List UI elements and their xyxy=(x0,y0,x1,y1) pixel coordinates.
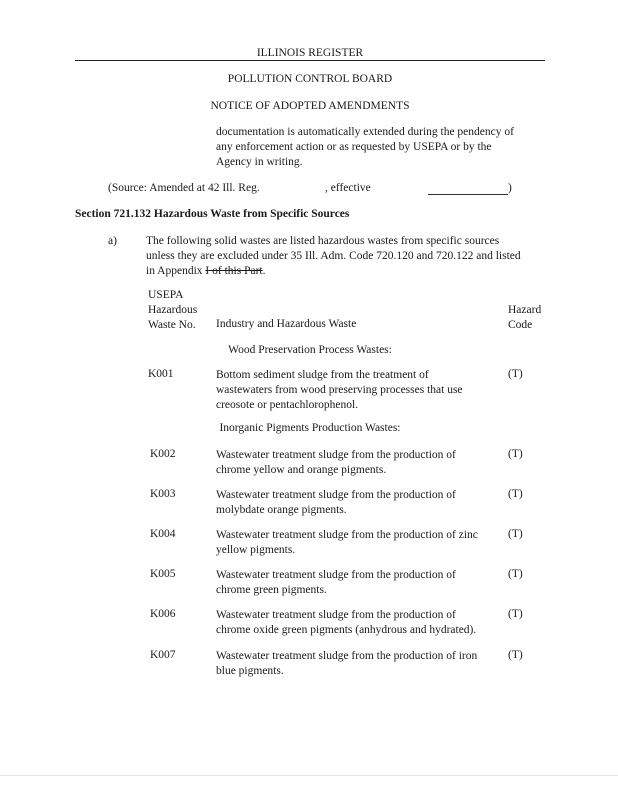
subsection-label: a) xyxy=(108,235,117,247)
hazard-code: (T) xyxy=(508,488,523,500)
waste-description: Bottom sediment sludge from the treatment of wastewaters from wood preserving processes that use creosote or pentachlorophenol. xyxy=(216,369,463,411)
hazard-code: (T) xyxy=(508,528,523,540)
group-title: Wood Preservation Process Wastes: xyxy=(228,344,392,356)
waste-description: Wastewater treatment sludge from the production of iron blue pigments. xyxy=(216,650,478,677)
hazard-code: (T) xyxy=(508,368,523,380)
col-header-waste-no: USEPA Hazardous Waste No. xyxy=(148,289,198,331)
notice-title: NOTICE OF ADOPTED AMENDMENTS xyxy=(210,100,410,112)
waste-description: Wastewater treatment sludge from the production of molybdate orange pigments. xyxy=(216,489,456,516)
hazard-code: (T) xyxy=(508,568,523,580)
hazard-code: (T) xyxy=(508,608,523,620)
struck-text: I of this Part xyxy=(205,265,263,277)
text-line: The following solid wastes are listed hazardous wastes from specific sources xyxy=(146,235,500,247)
blank-line xyxy=(428,194,508,195)
hazard-code: (T) xyxy=(508,448,523,460)
waste-number: K002 xyxy=(150,448,176,460)
col-header-industry: Industry and Hazardous Waste xyxy=(216,318,357,330)
waste-number: K007 xyxy=(150,649,176,661)
waste-number: K006 xyxy=(150,608,176,620)
waste-number: K004 xyxy=(150,528,176,540)
text-line: Agency in writing. xyxy=(216,156,303,168)
waste-description: Wastewater treatment sludge from the production of zinc yellow pigments. xyxy=(216,529,478,556)
text-line: documentation is automatically extended during the pendency of xyxy=(216,126,514,138)
waste-description: Wastewater treatment sludge from the production of chrome green pigments. xyxy=(216,569,456,596)
text-line: unless they are excluded under 35 Ill. Adm. Code 720.120 and 720.122 and listed xyxy=(146,250,521,262)
waste-number: K001 xyxy=(148,368,174,380)
source-suffix: ) xyxy=(508,182,512,194)
waste-number: K005 xyxy=(150,568,176,580)
source-effective: , effective xyxy=(325,182,371,194)
text-line: in Appendix I of this Part. xyxy=(146,265,266,277)
waste-description: Wastewater treatment sludge from the production of chrome oxide green pigments (anhydrous and hydrated). xyxy=(216,609,477,636)
col-header-hazard-code: Hazard Code xyxy=(508,304,542,331)
section-heading: Section 721.132 Hazardous Waste from Specific Sources xyxy=(75,208,350,220)
text-line: any enforcement action or as requested by USEPA or by the xyxy=(216,141,492,153)
board-name: POLLUTION CONTROL BOARD xyxy=(227,73,393,85)
hazard-code: (T) xyxy=(508,649,523,661)
header-rule xyxy=(75,60,545,61)
page-edge xyxy=(0,775,618,776)
waste-number: K003 xyxy=(150,488,176,500)
waste-description: Wastewater treatment sludge from the production of chrome yellow and orange pigments. xyxy=(216,449,456,476)
register-title: ILLINOIS REGISTER xyxy=(256,47,364,59)
group-title: Inorganic Pigments Production Wastes: xyxy=(219,422,401,434)
source-prefix: (Source: Amended at 42 Ill. Reg. xyxy=(108,182,260,194)
